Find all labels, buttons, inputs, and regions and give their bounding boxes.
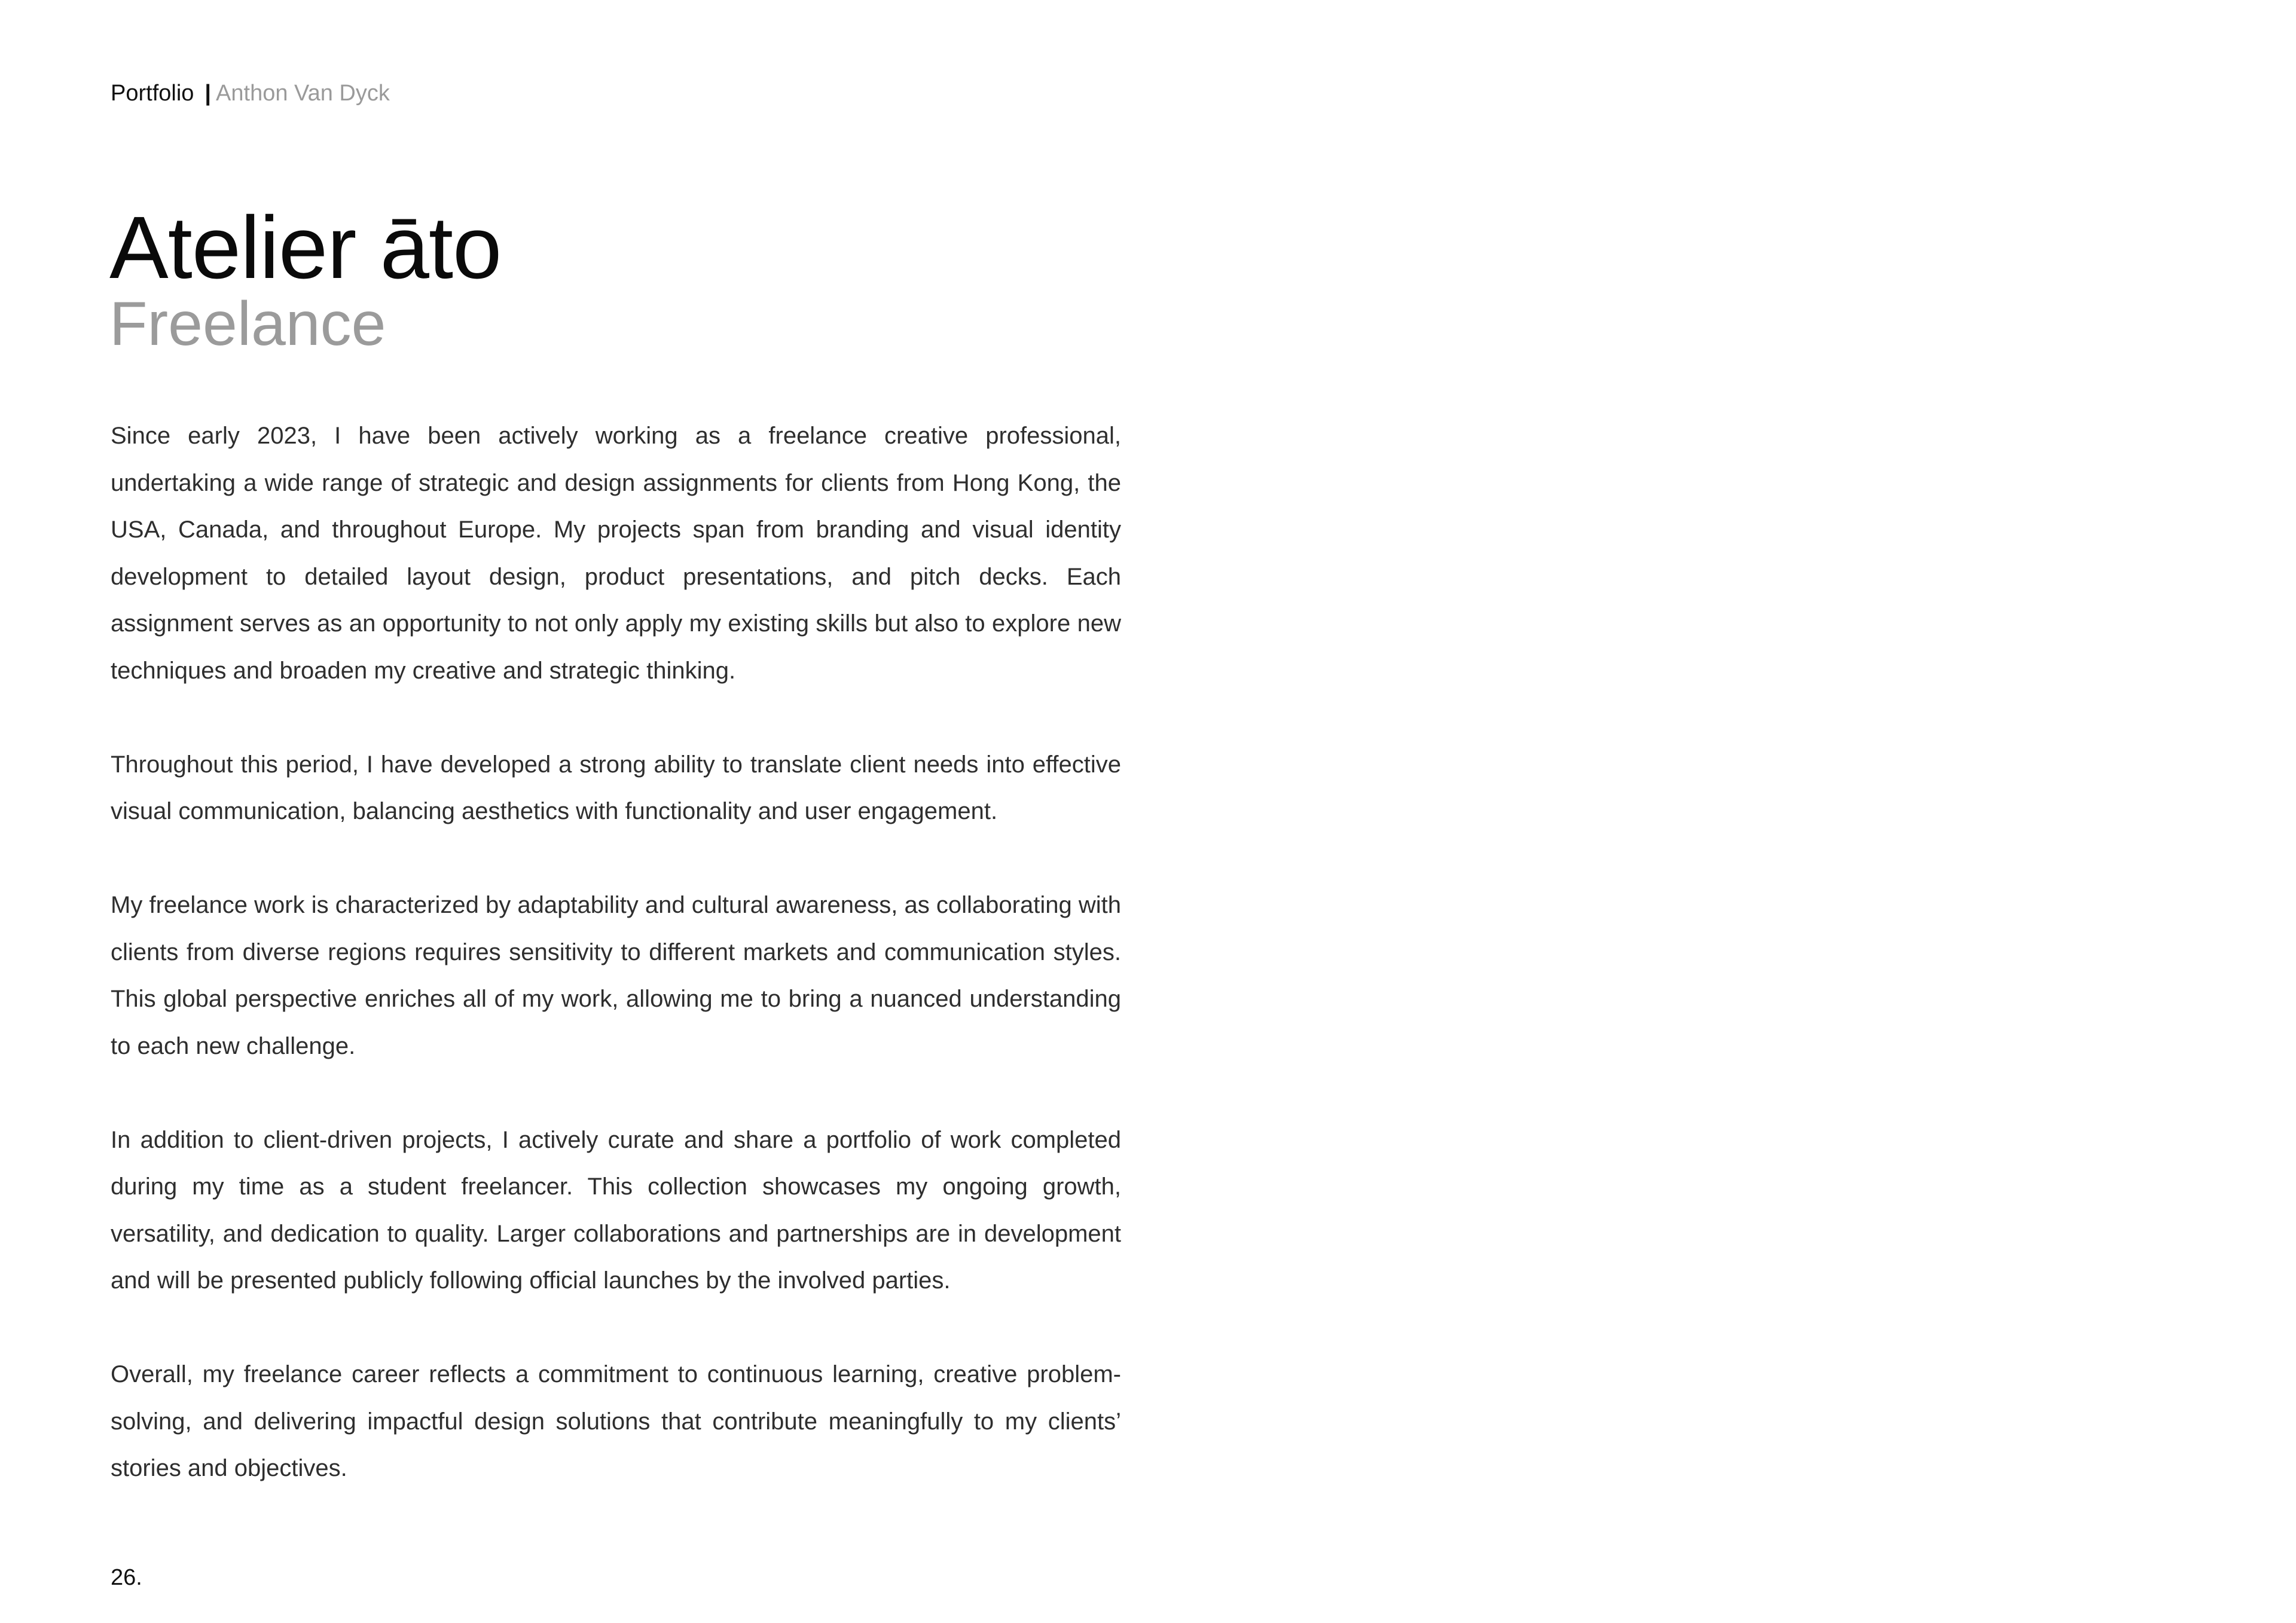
body-paragraph: Overall, my freelance career reflects a commitment to continuous learning, creative problem-solving, and delivering impactful design solutions that contribute meaningfully to my clients’ stories and objectives.	[111, 1361, 1121, 1481]
header-separator: |	[204, 81, 212, 106]
header-label: Portfolio	[111, 81, 194, 106]
header-author: Anthon Van Dyck	[216, 81, 390, 106]
body-paragraph: Throughout this period, I have developed a strong ability to translate client needs into effective visual communication, balancing aesthetics with functionality and user engagement.	[111, 751, 1121, 824]
section-title: Atelier āto	[109, 198, 502, 297]
body-text	[111, 412, 1121, 1492]
section-subtitle: Freelance	[109, 289, 386, 359]
body-paragraph: In addition to client-driven projects, I actively curate and share a portfolio of work completed during my time as a student freelancer. This collection showcases my ongoing growth, versatility, and dedication to quality. Larger collaborations and partnerships are in development and will be presented publicly following official launches by the involved parties.	[111, 1126, 1121, 1294]
body-paragraph: Since early 2023, I have been actively working as a freelance creative professional, undertaking a wide range of strategic and design assignments for clients from Hong Kong, the USA, Canada, and throughout Europe. My projects span from branding and visual identity development to detailed layout design, product presentations, and pitch decks. Each assignment serves as an opportunity to not only apply my existing skills but also to explore new techniques and broaden my creative and strategic thinking.	[111, 423, 1121, 684]
page-number: 26.	[111, 1565, 142, 1590]
body-paragraph: My freelance work is characterized by adaptability and cultural awareness, as collaborating with clients from diverse regions requires sensitivity to different markets and communication styles. This global perspective enriches all of my work, allowing me to bring a nuanced understanding to each new challenge.	[111, 892, 1121, 1059]
running-header	[111, 77, 390, 110]
section-heading	[109, 197, 501, 360]
